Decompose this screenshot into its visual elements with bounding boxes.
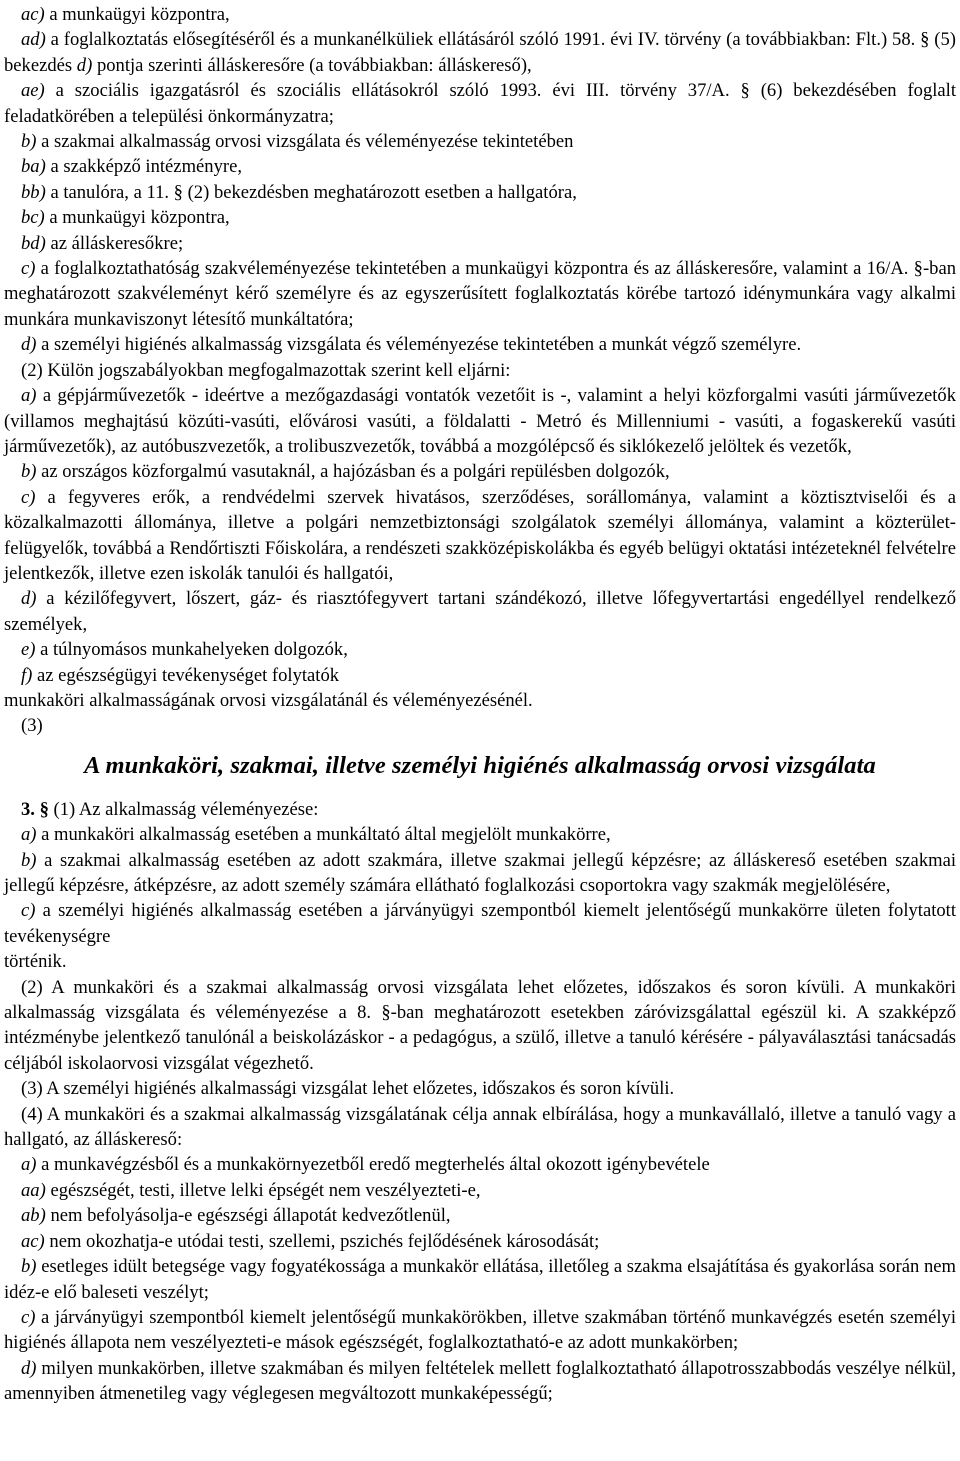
paragraph [4,358,956,383]
paragraph [4,1254,956,1305]
item-label: ab) [21,1205,46,1227]
paragraph [4,663,956,688]
item-label: ac) [21,1230,45,1252]
paragraph [4,975,956,1077]
item-label: a) [21,385,37,407]
item-text: az országos közforgalmú vasutaknál, a hajózásban és a polgári repülésben dolgozók, [36,461,670,483]
item-label: d) [21,1357,37,1379]
item-text: a személyi higiénés alkalmasság esetében a járványügyi szempontból kiemelt jelentőségű munkakörre ületen folytatott tevékenységre [4,900,956,947]
item-text: a foglalkoztathatóság szakvéleményezése tekintetében a munkaügyi központra és az álláskeresőre, valamint a 16/A. §-ban meghatározott szakvéleményt kérő személyre és az egyszerűsített foglalkoztatás körébe tartozó idénymunkára vagy alkalmi munkára munkaviszonyt létesítő munkáltatóra; [4,258,956,330]
item-label: c) [21,1306,36,1328]
item-label: c) [21,258,36,280]
item-text: a kézilőfegyvert, lőszert, gáz- és riasztófegyvert tartani szándékozó, illetve lőfegyvertartási engedéllyel rendelkező személyek, [4,588,956,635]
item-text: esetleges idült betegsége vagy fogyatékossága a munkakör ellátása, illetőleg a szakma elsajátítása és gyakorlása során nem idéz-e elő baleseti veszélyt; [4,1256,956,1303]
item-text: a fegyveres erők, a rendvédelmi szervek hivatásos, szerződéses, sorállománya, valamint a köztisztviselői és a közalkalmazotti állománya, illetve a polgári nemzetbiztonsági szolgálatok személyi állománya, valamint a közterület-felügyelők, továbbá a Rendőrtiszti Főiskolára, a rendészeti szakközépiskolákba és egyéb belügyi oktatási intézeteknél felvételre jelentkezők, illetve ezen iskolák tanulói és hallgatói, [4,486,956,584]
item-label: bb) [21,181,46,203]
item-text: a túlnyomásos munkahelyeken dolgozók, [35,639,348,661]
item-text: (4) A munkaköri és a szakmai alkalmasság vizsgálatának célja annak elbírálása, hogy a munkavállaló, illetve a tanuló vagy a hallgató, az álláskereső: [4,1103,956,1151]
paragraph [4,1102,956,1153]
item-text: a szociális igazgatásról és szociális ellátásokról szóló 1993. évi III. törvény 37/A. § (6) bekezdésében foglalt feladatkörében a települési önkormányzatra; [4,80,956,127]
paragraph [4,1356,956,1407]
paragraph [4,1229,956,1254]
item-text: a járványügyi szempontból kiemelt jelentőségű munkakörökben, illetve szakmában történő munkavégzés esetén személyi higiénés állapota nem veszélyezteti-e mások egészségét, foglalkoztatható-e az adott munkakörben; [4,1306,956,1354]
paragraph [4,1203,956,1228]
paragraph [4,459,956,484]
item-label: f) [21,664,33,686]
item-text: a szakmai alkalmasság esetében az adott szakmára, illetve szakmai jellegű képzésre; az álláskereső esetében szakmai jellegű képzésre, átképzésre, az adott személy számára ellátható foglalkozási csoportokra vagy szakmák megjelölésére, [4,849,956,896]
paragraph [4,898,956,949]
item-label: b) [21,131,37,153]
item-label: e) [21,639,36,661]
item-label: a) [21,824,37,846]
item-text: nem okozhatja-e utódai testi, szellemi, pszichés fejlődésének károsodását; [44,1230,600,1252]
paragraph [4,2,956,27]
section-3-intro [4,797,956,822]
paragraph [4,129,956,154]
paragraph [4,332,956,357]
paragraph [4,154,956,179]
item-text: a munkavégzésből és a munkakörnyezetből eredő megterhelés által okozott igénybevétele [36,1154,710,1176]
item-text: (2) Külön jogszabályokban megfogalmazottak szerint kell eljárni: [21,359,511,381]
item-text: a szakképző intézményre, [45,156,242,178]
paragraph-group-bottom [4,822,956,949]
paragraph-3-label: (3) [21,715,43,737]
item-label: b) [21,1256,37,1278]
paragraph [4,822,956,847]
closing-line: munkaköri alkalmasságának orvosi vizsgálatánál és véleményezésénél. [4,689,533,711]
item-text: az álláskeresőkre; [45,232,184,254]
paragraph [4,848,956,899]
item-text: a munkaügyi központra, [44,4,230,25]
paragraph [4,383,956,459]
item-text: a foglalkoztatás elősegítéséről és a munkanélküliek ellátásáról szóló 1991. évi IV. törvény (a továbbiakban: Flt.) 58. § (5) bekezdés [4,29,956,76]
item-text: a tanulóra, a 11. § (2) bekezdésben meghatározott esetben a hallgatóra, [45,181,577,203]
paragraph [4,1178,956,1203]
item-text: a munkaügyi központra, [44,207,230,229]
item-text: pontja szerinti álláskeresőre (a továbbiakban: álláskereső), [92,54,532,76]
paragraph [4,1076,956,1101]
item-label: a) [21,1154,37,1176]
item-label: d) [21,588,37,610]
paragraph [4,78,956,129]
paragraph [4,485,956,587]
item-label: b) [21,849,37,871]
item-text: milyen munkakörben, illetve szakmában és milyen feltételek mellett foglalkoztatható állapotrosszabbodás veszélye nélkül, amennyiben átmenetileg vagy véglegesen megváltozott munkaképességű; [4,1357,956,1405]
item-label: d) [21,334,37,356]
item-text: (3) A személyi higiénés alkalmassági vizsgálat lehet előzetes, időszakos és soron kívüli. [21,1078,675,1100]
item-label: ad) [21,29,46,51]
item-label: bc) [21,207,45,229]
paragraph [4,1152,956,1177]
item-label: b) [21,461,37,483]
item-text: (2) A munkaköri és a szakmai alkalmasság orvosi vizsgálata lehet előzetes, időszakos és soron kívüli. A munkaköri alkalmasság vizsgálata és véleményezése a 8. §-ban meghatározott esetekben záróvizsgálattal egészül ki. A szakképző intézménybe jelentkező tanulónál a beiskolázáskor - a pedagógus, a szülő, illetve a tanuló kérésére - pályaválasztási tanácsadás céljából iskolaorvosi vizsgálat végezhető. [4,976,956,1074]
paragraph [4,205,956,230]
item-text: a szakmai alkalmasság orvosi vizsgálata és véleményezése tekintetében [36,131,574,153]
item-text: egészségét, testi, illetve lelki épségét nem veszélyezteti-e, [45,1179,481,1201]
item-text: a munkaköri alkalmasság esetében a munkáltató által megjelölt munkakörre, [36,824,611,846]
paragraph-group-end [4,975,956,1407]
paragraph [4,586,956,637]
item-label: c) [21,900,36,922]
item-label: aa) [21,1179,46,1201]
paragraph [4,231,956,256]
item-text: a gépjárművezetők - ideértve a mezőgazdasági vontatók vezetőit is -, valamint a helyi közforgalmi vasúti járművezetők (villamos meghajtású közúti-vasúti, elővárosi vasúti, a földalatti - Metró és Millenniumi - vasúti, a fogaskerekű vasúti járművezetők), az autóbuszvezetők, a trolibuszvezetők, továbbá a mozgólépcső és siklókezelő jelöltek és vezetők, [4,385,956,457]
item-text: nem befolyásolja-e egészségi állapotát kedvezőtlenül, [45,1205,451,1227]
paragraph [4,637,956,662]
section-heading: A munkaköri, szakmai, illetve személyi higiénés alkalmasság orvosi vizsgálata [84,751,876,779]
item-label: bd) [21,232,46,254]
paragraph [4,1305,956,1356]
paragraph-group-top [4,2,956,688]
item-label: ac) [21,4,45,25]
section-number: 3. § [21,798,49,820]
tortenik-line: történik. [4,951,67,973]
paragraph [4,27,956,78]
item-text: az egészségügyi tevékenységet folytatók [32,664,340,686]
item-label: c) [21,486,36,508]
item-label: d) [76,54,93,76]
item-label: ae) [21,80,45,102]
paragraph [4,180,956,205]
paragraph [4,256,956,332]
section-intro-text: (1) Az alkalmasság véleményezése: [48,798,319,820]
item-label: ba) [21,156,46,178]
item-text: a személyi higiénés alkalmasság vizsgálata és véleményezése tekintetében a munkát végző személyre. [36,334,802,356]
